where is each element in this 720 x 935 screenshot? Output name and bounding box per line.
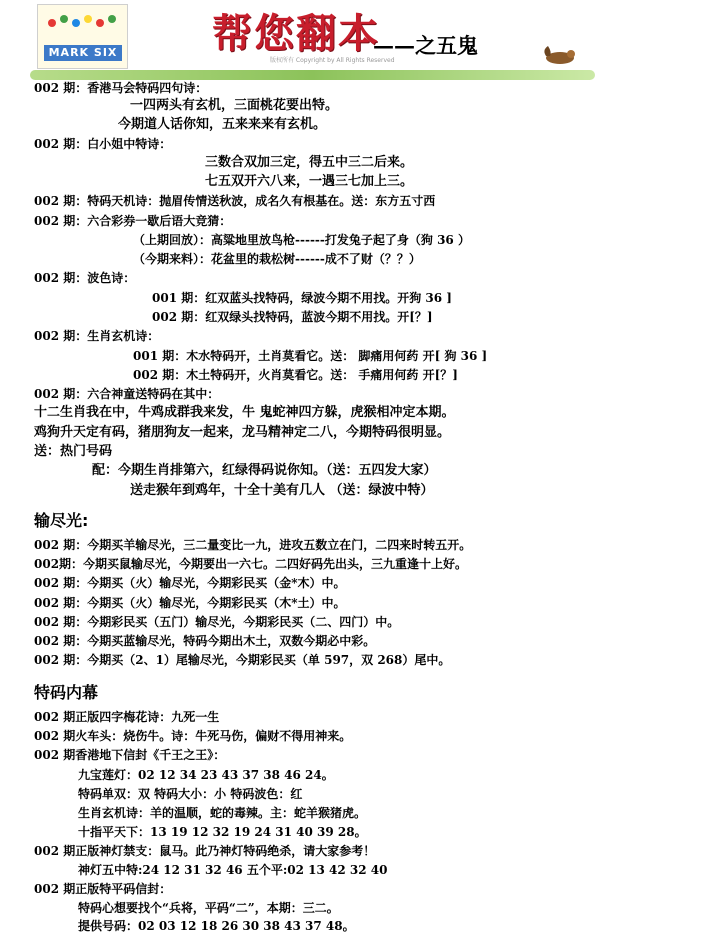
text-line: 特码单双：双 特码大小：小 特码波色：红 [78,787,303,801]
copyright-text: 版权所有 Copyright by All Rights Reserved [270,57,395,64]
text-line: 002 期：六合神童送特码在其中： [34,387,220,401]
text-line: 002 期正版四字梅花诗：九死一生 [34,710,220,724]
page-title: 帮您翻本 [212,10,380,57]
text-line: 十指平天下：13 19 12 32 19 24 31 40 39 28。 [78,825,367,839]
text-line: 002 期正版特平码信封： [34,882,172,896]
text-line: 002 期：红双绿头找特码，蓝波今期不用找。开[？] [152,310,433,324]
text-line: 配：今期生肖排第六，红绿得码说你知。（送：五四发大家） [92,463,437,478]
text-line: 002 期：波色诗： [34,271,136,285]
text-line: 特码心想要找个“兵将，平码“二”，本期：三二。 [78,901,339,915]
text-line: 002 期：今期买（2、1）尾输尽光，今期彩民买（单 597，双 268）尾中。 [34,653,451,667]
text-line: （上期回放）：高粱地里放鸟枪------打发兔子起了身（狗 36 ） [133,233,470,247]
text-line: 十二生肖我在中，牛鸡成群我来发，牛 鬼蛇神四方躲，虎猴相冲定本期。 [34,405,455,420]
text-line: 002 期香港地下信封《千王之王》： [34,748,226,762]
text-line: 001 期：木水特码开，土肖莫看它。送： 脚痛用何药 开[ 狗 36 ] [133,349,488,363]
text-line: 002 期：特码天机诗：抛眉传情送秋波，成名久有根基在。送：东方五寸西 [34,194,436,208]
text-line: 002 期：今期买蓝输尽光，特码今期出木土，双数今期必中彩。 [34,634,376,648]
text-line: 生肖玄机诗：羊的温顺，蛇的毒辣。主：蛇羊猴猪虎。 [78,806,367,820]
text-line: 002 期：六合彩券一歇后语大竞猜： [34,214,232,228]
text-line: 002 期：木土特码开，火肖莫看它。送： 手痛用何药 开[？] [133,368,458,382]
text-line: 送：热门号码 [34,444,113,459]
section-heading: 输尽光: [34,511,89,530]
section-heading: 特码内幕 [34,683,99,702]
text-line: 002 期：生肖玄机诗： [34,329,160,343]
text-line: 002 期：白小姐中特诗： [34,137,172,151]
text-line: 鸡狗升天定有码，猪朋狗友一起来，龙马精神定二八，今期特码很明显。 [34,425,451,440]
text-line: 002 期：今期彩民买（五门）输尽光，今期彩民买（二、四门）中。 [34,615,400,629]
text-line: 002期：今期买鼠输尽光，今期要出一六七。二四好码先出头，三九重逢十上好。 [34,557,468,571]
text-line: （今期来料）：花盆里的栽松树------成不了财（？？） [133,252,421,266]
text-line: 002 期火车头：烧伤牛。诗：牛死马伤，偏财不得用神来。 [34,729,352,743]
page-subtitle: ——之五鬼 [373,33,478,58]
text-line: 002 期正版神灯禁支：鼠马。此乃神灯特码绝杀，请大家参考！ [34,844,376,858]
text-line: 送走猴年到鸡年，十全十美有几人 （送：绿波中特） [130,483,434,498]
logo-text: MARK SIX [44,45,122,61]
text-line: 提供号码：02 03 12 18 26 30 38 43 37 48。 [78,919,355,933]
text-line: 002 期：今期买羊输尽光，三二量变比一九，进攻五数立在门，二四来时转五开。 [34,538,472,552]
text-line: 一四两头有玄机，三面桃花要出特。 [130,98,339,113]
text-line: 001 期：红双蓝头找特码，绿波今期不用找。开狗 36 ] [152,291,452,305]
text-line: 神灯五中特:24 12 31 32 46 五个平:02 13 42 32 40 [78,863,388,877]
text-line: 002 期：香港马会特码四句诗： [34,81,208,95]
text-line: 七五双开六八来，一遇三七加上三。 [205,174,414,189]
text-line: 002 期：今期买（火）输尽光，今期彩民买（金*木）中。 [34,576,346,590]
text-line: 002 期：今期买（火）输尽光，今期彩民买（木*土）中。 [34,596,346,610]
text-line: 今期道人话你知，五来来来有玄机。 [118,117,327,132]
text-line: 九宝莲灯：02 12 34 23 43 37 38 46 24。 [78,768,334,782]
text-line: 三数合双加三定，得五中三二后来。 [205,155,414,170]
